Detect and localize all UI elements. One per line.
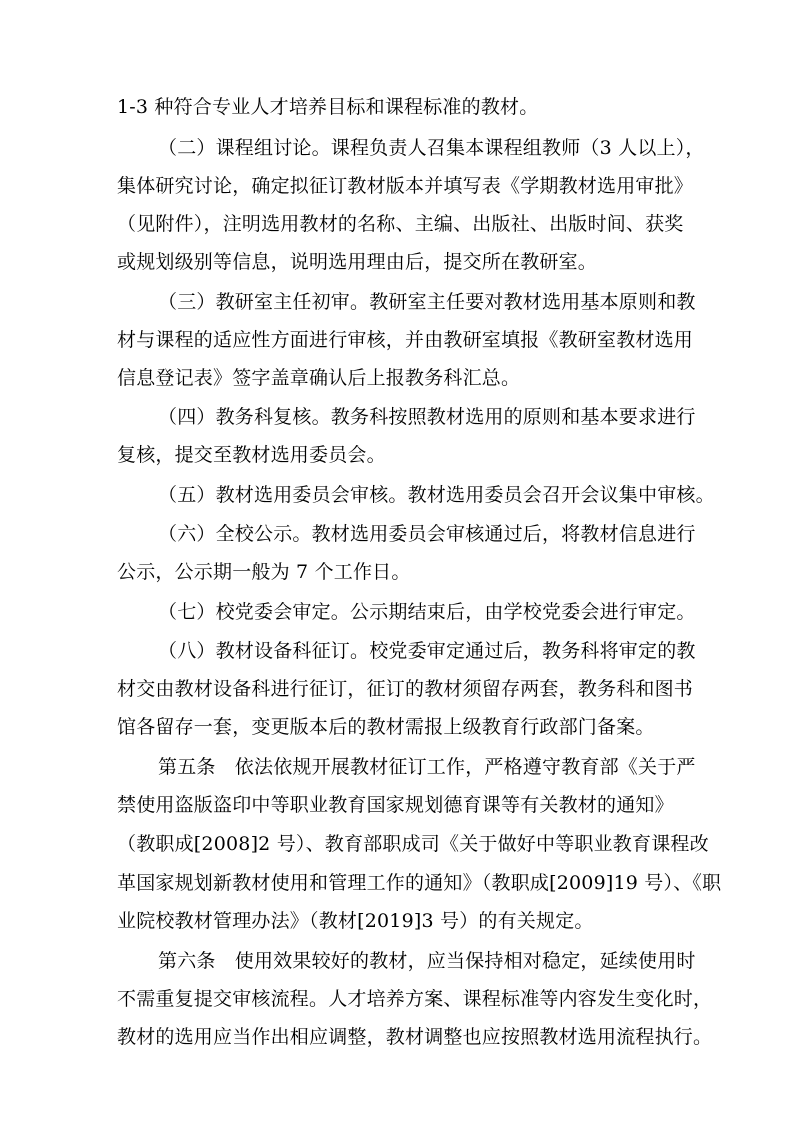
paragraph-line: 教材的选用应当作出相应调整，教材调整也应按照教材选用流程执行。: [117, 1026, 713, 1048]
paragraph-line: 馆各留存一套，变更版本后的教材需报上级教育行政部门备案。: [117, 716, 655, 738]
paragraph-line: 不需重复提交审核流程。人才培养方案、课程标准等内容发生变化时，: [117, 988, 713, 1010]
paragraph-line: （四）教务科复核。教务科按照教材选用的原则和基本要求进行: [158, 406, 696, 428]
paragraph-line: 第五条 依法依规开展教材征订工作，严格遵守教育部《关于严: [158, 756, 696, 778]
paragraph-line: （三）教研室主任初审。教研室主任要对教材选用基本原则和教: [158, 291, 696, 313]
paragraph-line: 材与课程的适应性方面进行审核，并由教研室填报《教研室教材选用: [117, 329, 694, 351]
paragraph-line: 集体研究讨论，确定拟征订教材版本并填写表《学期教材选用审批》: [117, 175, 694, 197]
paragraph-line: （见附件），注明选用教材的名称、主编、出版社、出版时间、获奖: [117, 213, 684, 235]
paragraph-line: （七）校党委会审定。公示期结束后，由学校党委会进行审定。: [158, 601, 696, 623]
paragraph-line: 第六条 使用效果较好的教材，应当保持相对稳定，延续使用时: [158, 950, 696, 972]
paragraph-line: 革国家规划新教材使用和管理工作的通知》（教职成[2009]19 号）、《职: [117, 872, 722, 894]
paragraph-line: （五）教材选用委员会审核。教材选用委员会召开会议集中审核。: [158, 484, 715, 506]
paragraph-line: 或规划级别等信息，说明选用理由后，提交所在教研室。: [117, 251, 598, 273]
paragraph-line: 材交由教材设备科进行征订，征订的教材须留存两套，教务科和图书: [117, 678, 694, 700]
paragraph-line: 1-3 种符合专业人才培养目标和课程标准的教材。: [117, 96, 539, 118]
paragraph-line: 复核，提交至教材选用委员会。: [117, 444, 386, 466]
paragraph-line: 业院校教材管理办法》（教材[2019]3 号）的有关规定。: [117, 910, 594, 932]
paragraph-line: （六）全校公示。教材选用委员会审核通过后，将教材信息进行: [158, 523, 696, 545]
paragraph-line: （八）教材设备科征订。校党委审定通过后，教务科将审定的教: [158, 640, 696, 662]
paragraph-line: 禁使用盗版盗印中等职业教育国家规划德育课等有关教材的通知》: [117, 794, 674, 816]
paragraph-line: （教职成[2008]2 号）、教育部职成司《关于做好中等职业教育课程改: [117, 833, 709, 855]
paragraph-line: 公示，公示期一般为 7 个工作日。: [117, 561, 411, 583]
paragraph-line: 信息登记表》签字盖章确认后上报教务科汇总。: [117, 367, 521, 389]
paragraph-line: （二）课程组讨论。课程负责人召集本课程组教师（3 人以上），: [158, 137, 705, 159]
